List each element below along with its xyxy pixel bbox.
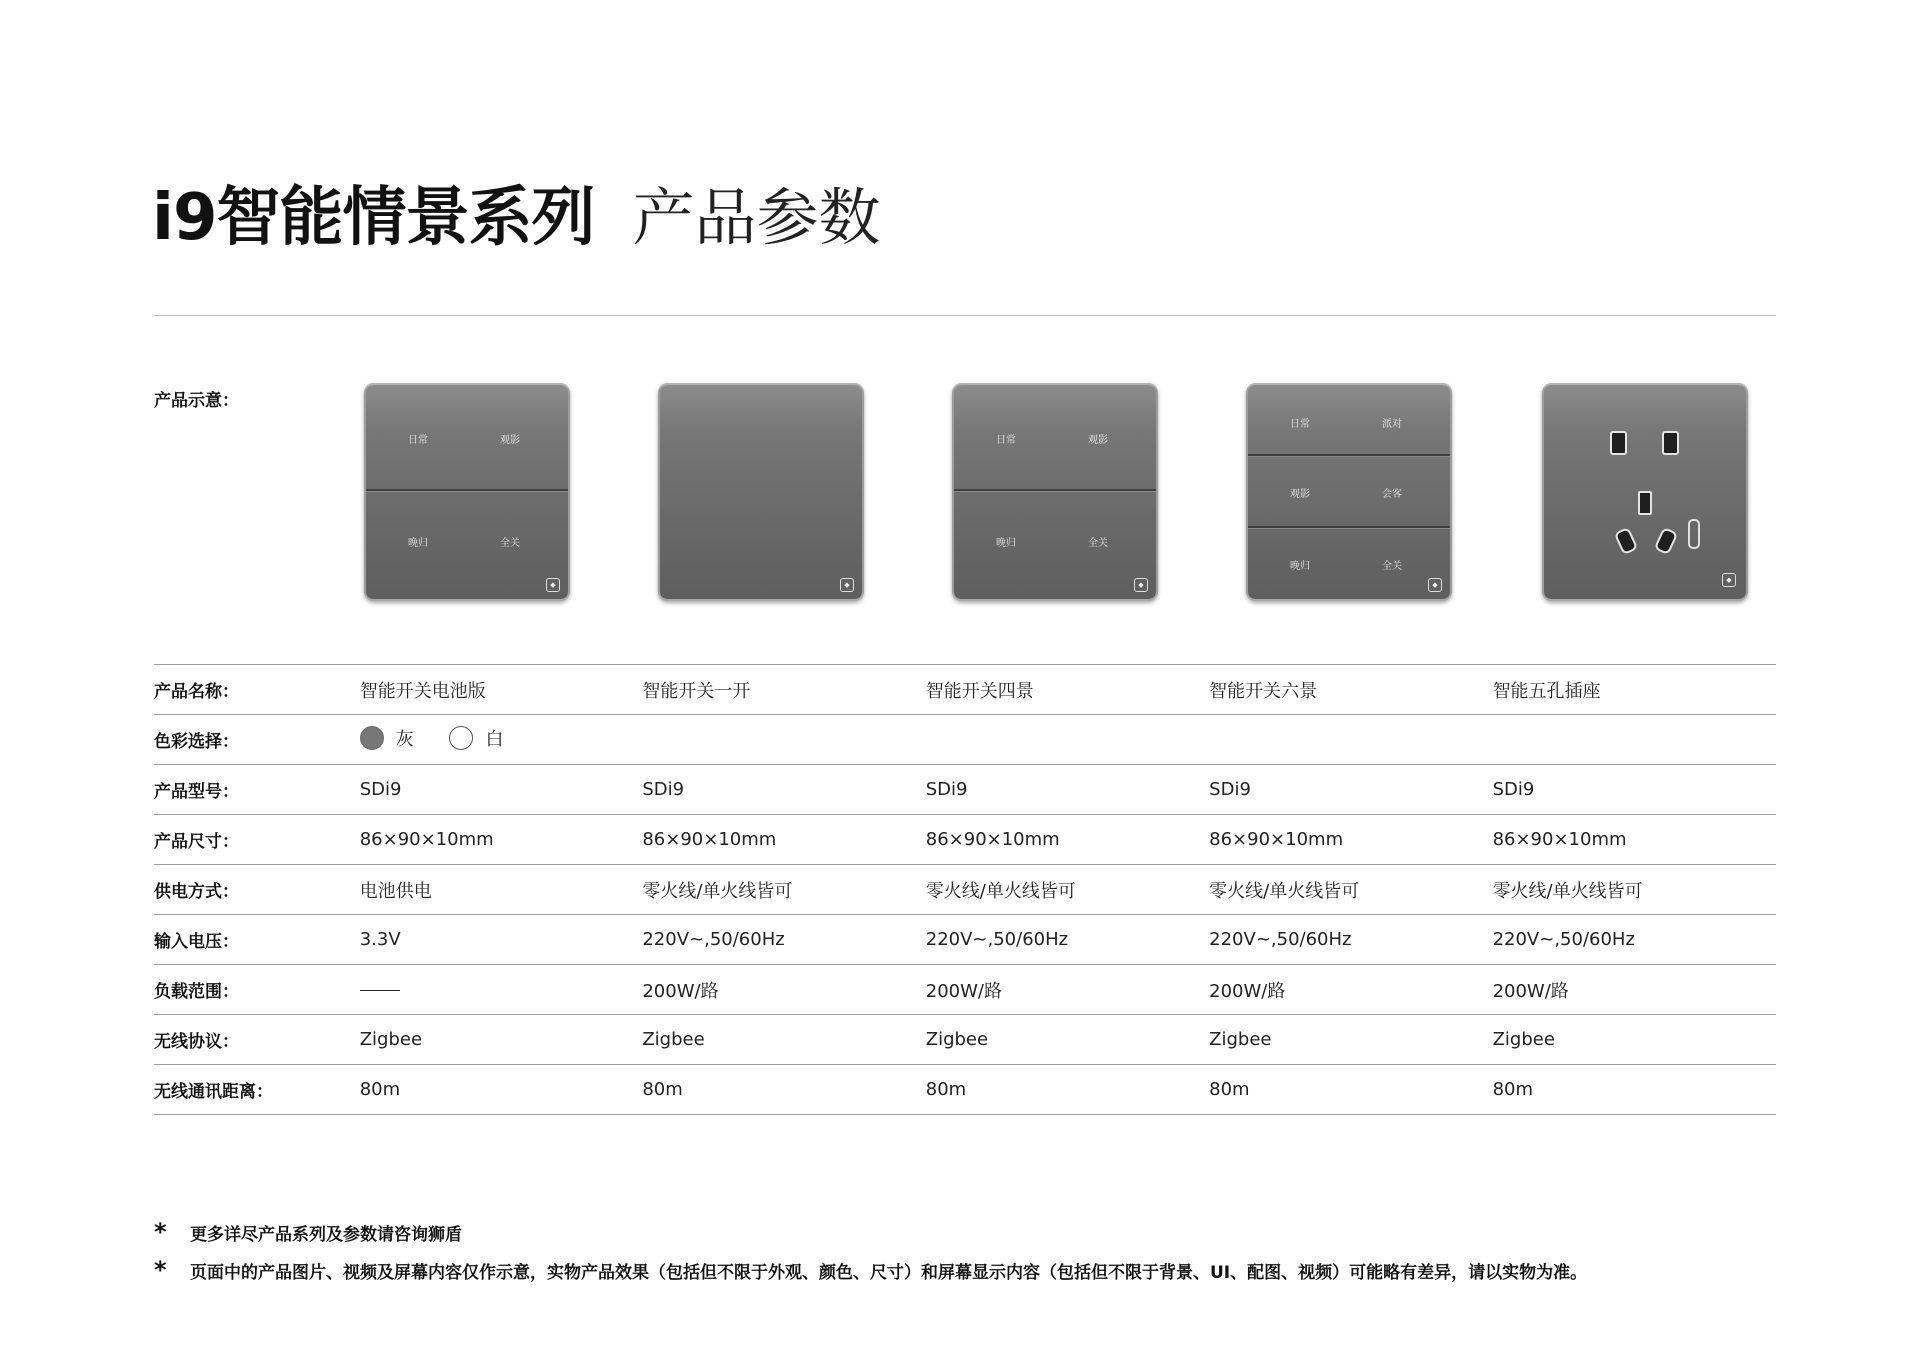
spec-value: 86×90×10mm	[926, 815, 1209, 865]
spec-value: 86×90×10mm	[1209, 815, 1492, 865]
brand-logo-icon: ◆	[546, 578, 560, 592]
spec-value: 零火线/单火线皆可	[926, 865, 1209, 915]
spec-value: 智能五孔插座	[1493, 665, 1776, 715]
spec-label: 供电方式：	[154, 865, 360, 915]
spec-value: 220V~,50/60Hz	[926, 915, 1209, 965]
spec-value: 80m	[360, 1065, 643, 1115]
not-applicable-dash	[360, 990, 400, 991]
scene-key-label: 观影	[1088, 435, 1108, 446]
product-image-battery-switch	[364, 383, 570, 601]
color-options	[360, 715, 1776, 765]
brand-logo-icon: ◆	[840, 578, 854, 592]
spec-label: 色彩选择：	[154, 715, 360, 765]
spec-value: 86×90×10mm	[642, 815, 925, 865]
spec-value: SDi9	[926, 765, 1209, 815]
scene-key-label: 晚归	[408, 538, 428, 549]
spec-value: 3.3V	[360, 915, 643, 965]
scene-key-label: 派对	[1382, 419, 1402, 430]
scene-key-label: 全关	[1088, 538, 1108, 549]
spec-value: 智能开关六景	[1209, 665, 1492, 715]
spec-value: Zigbee	[1209, 1015, 1492, 1065]
series-title: i9智能情景系列	[152, 181, 595, 255]
spec-value: SDi9	[1493, 765, 1776, 815]
spec-value: 220V~,50/60Hz	[1493, 915, 1776, 965]
spec-value: SDi9	[642, 765, 925, 815]
spec-value: 200W/路	[926, 965, 1209, 1015]
spec-value: 电池供电	[360, 865, 643, 915]
spec-value: 86×90×10mm	[360, 815, 643, 865]
spec-value: Zigbee	[1493, 1015, 1776, 1065]
spec-value: 86×90×10mm	[1493, 815, 1776, 865]
spec-row-size	[154, 815, 1776, 865]
page-title	[152, 166, 880, 258]
white-swatch-icon	[449, 726, 473, 750]
spec-row-power	[154, 865, 1776, 915]
key-divider	[366, 489, 568, 491]
footnotes	[154, 1213, 1587, 1289]
socket-neutral-pin-icon	[1654, 527, 1679, 556]
color-option-gray	[360, 725, 414, 751]
section-title: 产品参数	[632, 181, 881, 254]
spec-row-load	[154, 965, 1776, 1015]
spec-label: 无线通讯距离：	[154, 1065, 360, 1115]
scene-key-label: 全关	[1382, 561, 1402, 572]
product-image-one-gang-switch	[658, 383, 864, 601]
key-divider	[1248, 526, 1450, 528]
scene-key-label: 晚归	[1290, 561, 1310, 572]
spec-label: 无线协议：	[154, 1015, 360, 1065]
socket-ground-pin-icon	[1638, 491, 1652, 515]
spec-value: 80m	[1493, 1065, 1776, 1115]
spec-row-color	[154, 715, 1776, 765]
brand-logo-icon: ◆	[1428, 578, 1442, 592]
spec-value: 80m	[1209, 1065, 1492, 1115]
product-image-four-scene-switch	[952, 383, 1158, 601]
socket-two-pin-right-icon	[1662, 431, 1679, 455]
footnote	[154, 1251, 1587, 1289]
spec-label: 产品尺寸：	[154, 815, 360, 865]
product-image-six-scene-switch	[1246, 383, 1452, 601]
spec-value: Zigbee	[360, 1015, 643, 1065]
spec-value: 80m	[926, 1065, 1209, 1115]
scene-key-label: 观影	[500, 435, 520, 446]
indicator-light-icon	[1688, 519, 1700, 549]
scene-key-label: 会客	[1382, 489, 1402, 500]
spec-value: SDi9	[360, 765, 643, 815]
spec-row-protocol	[154, 1015, 1776, 1065]
scene-key-label: 晚归	[996, 538, 1016, 549]
spec-value: 200W/路	[1493, 965, 1776, 1015]
spec-value: 200W/路	[642, 965, 925, 1015]
spec-label: 输入电压：	[154, 915, 360, 965]
spec-table	[154, 664, 1776, 1115]
spec-value: 220V~,50/60Hz	[1209, 915, 1492, 965]
footnote	[154, 1213, 1587, 1251]
socket-two-pin-left-icon	[1610, 431, 1627, 455]
key-divider	[954, 489, 1156, 491]
brand-logo-icon: ◆	[1134, 578, 1148, 592]
spec-value: 80m	[642, 1065, 925, 1115]
key-divider	[1248, 454, 1450, 456]
scene-key-label: 日常	[408, 435, 428, 446]
footnote-text: 页面中的产品图片、视频及屏幕内容仅作示意，实物产品效果（包括但不限于外观、颜色、尺寸）和屏幕显示内容（包括但不限于背景、UI、配图、视频）可能略有差异，请以实物为准。	[190, 1262, 1588, 1283]
spec-label: 负载范围：	[154, 965, 360, 1015]
brand-logo-icon: ◆	[1722, 573, 1736, 587]
socket-live-pin-icon	[1614, 527, 1639, 556]
spec-row-model	[154, 765, 1776, 815]
spec-value: Zigbee	[926, 1015, 1209, 1065]
spec-value-dash	[360, 965, 643, 1015]
footnote-text: 更多详尽产品系列及参数请咨询狮盾	[190, 1224, 462, 1245]
spec-value: 220V~,50/60Hz	[642, 915, 925, 965]
asterisk-icon: *	[154, 1218, 167, 1246]
scene-key-label: 日常	[996, 435, 1016, 446]
gray-swatch-icon	[360, 726, 384, 750]
spec-value: SDi9	[1209, 765, 1492, 815]
spec-label: 产品型号：	[154, 765, 360, 815]
spec-value: Zigbee	[642, 1015, 925, 1065]
spec-value: 智能开关电池版	[360, 665, 643, 715]
scene-key-label: 日常	[1290, 419, 1310, 430]
scene-key-label: 观影	[1290, 489, 1310, 500]
asterisk-icon: *	[154, 1256, 167, 1284]
scene-key-label: 全关	[500, 538, 520, 549]
color-option-white	[449, 725, 503, 751]
spec-label: 产品名称：	[154, 665, 360, 715]
spec-value: 零火线/单火线皆可	[642, 865, 925, 915]
color-option-label: 白	[485, 728, 504, 750]
title-divider	[154, 315, 1776, 316]
spec-row-range	[154, 1065, 1776, 1115]
spec-value: 智能开关四景	[926, 665, 1209, 715]
product-image-label: 产品示意：	[154, 391, 239, 411]
spec-row-voltage	[154, 915, 1776, 965]
spec-value: 200W/路	[1209, 965, 1492, 1015]
spec-value: 零火线/单火线皆可	[1209, 865, 1492, 915]
spec-value: 零火线/单火线皆可	[1493, 865, 1776, 915]
spec-value: 智能开关一开	[642, 665, 925, 715]
product-images	[364, 383, 1750, 602]
product-image-five-hole-socket	[1542, 383, 1748, 601]
color-option-label: 灰	[395, 728, 414, 750]
spec-row-name	[154, 665, 1776, 715]
